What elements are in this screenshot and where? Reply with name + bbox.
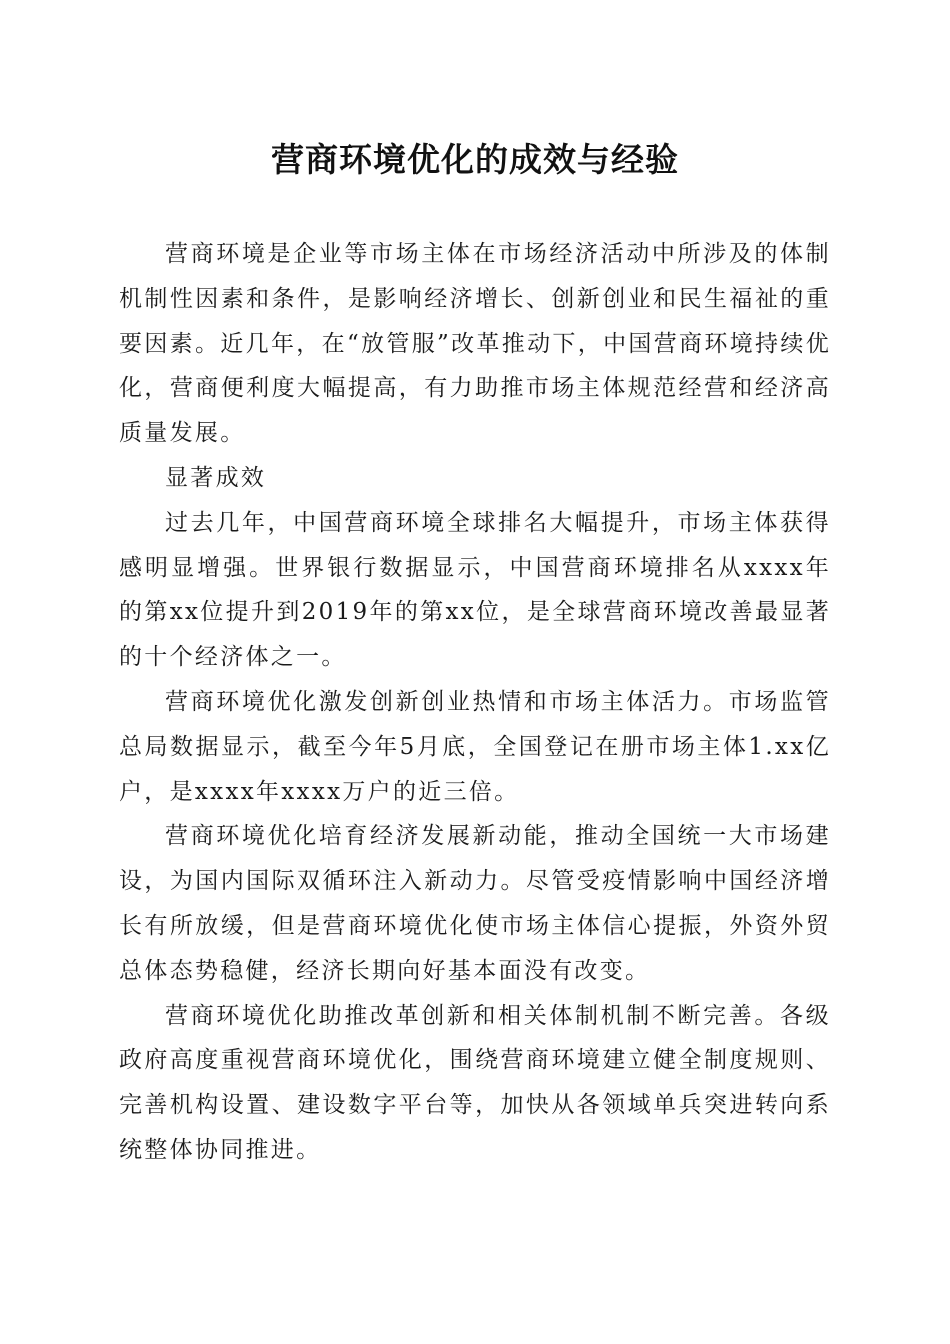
document-body — [119, 232, 831, 1173]
paragraph-intro: 营商环境是企业等市场主体在市场经济活动中所涉及的体制机制性因素和条件，是影响经济增长、创新创业和民生福祉的重要因素。近几年，在“放管服”改革推动下，中国营商环境持续优化，营商便利度大幅提高，有力助推市场主体规范经营和经济高质量发展。 — [119, 241, 831, 447]
paragraph-ranking: 过去几年，中国营商环境全球排名大幅提升，市场主体获得感明显增强。世界银行数据显示，中国营商环境排名从xxxx年的第xx位提升到2019年的第xx位，是全球营商环境改善最显著的十个经济体之一。 — [119, 509, 831, 671]
paragraph-new-momentum: 营商环境优化培育经济发展新动能，推动全国统一大市场建设，为国内国际双循环注入新动力。尽管受疫情影响中国经济增长有所放缓，但是营商环境优化使市场主体信心提振，外资外贸总体态势稳健，经济长期向好基本面没有改变。 — [119, 823, 831, 984]
paragraph-reform: 营商环境优化助推改革创新和相关体制机制不断完善。各级政府高度重视营商环境优化，围绕营商环境建立健全制度规则、完善机构设置、建设数字平台等，加快从各领域单兵突进转向系统整体协同推进。 — [119, 1002, 831, 1163]
paragraph-market-entities: 营商环境优化激发创新创业热情和市场主体活力。市场监管总局数据显示，截至今年5月底，全国登记在册市场主体1.xx亿户，是xxxx年xxxx万户的近三倍。 — [119, 688, 831, 805]
section-heading: 显著成效 — [165, 464, 267, 491]
document-title: 营商环境优化的成效与经验 — [271, 140, 679, 179]
